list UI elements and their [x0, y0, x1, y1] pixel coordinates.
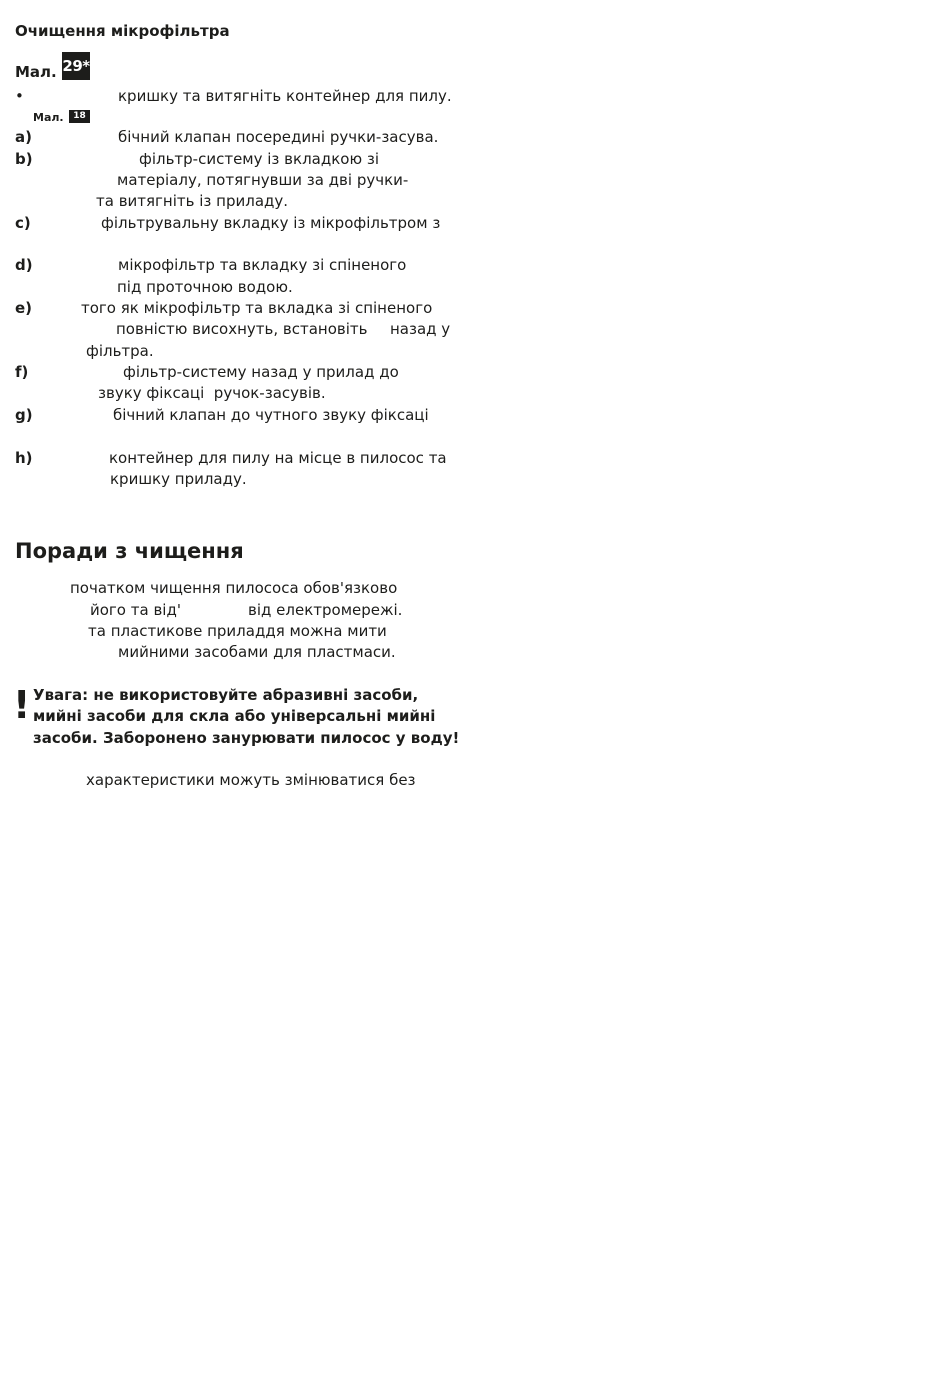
bullet-text: кришку та витягніть контейнер для пилу.	[118, 87, 452, 105]
tip-text: від електромережі.	[248, 601, 403, 619]
section-title: Очищення мікрофільтра	[15, 22, 230, 40]
warning-text: мийні засоби для скла або універсальні мийні	[33, 707, 436, 725]
warning-icon: !	[13, 683, 31, 727]
step-marker: c)	[15, 214, 31, 232]
step-marker: g)	[15, 406, 33, 424]
step-text: та витягніть із приладу.	[96, 192, 289, 210]
step-marker: b)	[15, 150, 33, 168]
bullet-symbol: •	[15, 87, 24, 105]
figure-number-badge: 29*	[62, 52, 90, 80]
step-text: назад у	[390, 320, 451, 338]
step-marker: e)	[15, 299, 33, 317]
step-text: фільтрувальну вкладку із мікрофільтром з	[101, 214, 441, 232]
tip-text: його та від'	[90, 601, 181, 619]
step-marker: h)	[15, 449, 33, 467]
figure-label: Мал.	[15, 63, 57, 81]
step-text: того як мікрофільтр та вкладка зі спіненого	[81, 299, 433, 317]
warning-text: засоби. Заборонено занурювати пилосос у воду!	[33, 729, 460, 747]
step-text: фільтра.	[86, 342, 154, 360]
subfigure-number-badge: 18	[69, 110, 90, 123]
specs-note: характеристики можуть змінюватися без	[86, 771, 416, 789]
step-text: бічний клапан до чутного звуку фіксаці	[113, 406, 429, 424]
step-text: повністю висохнуть, встановіть	[116, 320, 368, 338]
step-text: бічний клапан посередині ручки-засува.	[118, 128, 439, 146]
tip-text: та пластикове приладдя можна мити	[88, 622, 387, 640]
step-text: мікрофільтр та вкладку зі спіненого	[118, 256, 407, 274]
step-text: контейнер для пилу на місце в пилосос та	[109, 449, 447, 467]
step-text: кришку приладу.	[110, 470, 247, 488]
step-text: матеріалу, потягнувши за дві ручки-	[117, 171, 409, 189]
step-marker: a)	[15, 128, 32, 146]
tip-text: початком чищення пилососа обов'язково	[70, 579, 398, 597]
step-marker: f)	[15, 363, 29, 381]
warning-text: Увага: не використовуйте абразивні засоби,	[33, 686, 419, 704]
step-text: фільтр-систему назад у прилад до	[123, 363, 399, 381]
step-text: звуку фіксаці ручок-засувів.	[98, 384, 326, 402]
subfigure-label: Мал.	[33, 111, 64, 124]
section-heading: Поради з чищення	[15, 539, 244, 563]
step-text: фільтр-систему із вкладкою зі	[139, 150, 379, 168]
step-marker: d)	[15, 256, 33, 274]
tip-text: мийними засобами для пластмаси.	[118, 643, 396, 661]
step-text: під проточною водою.	[117, 278, 293, 296]
